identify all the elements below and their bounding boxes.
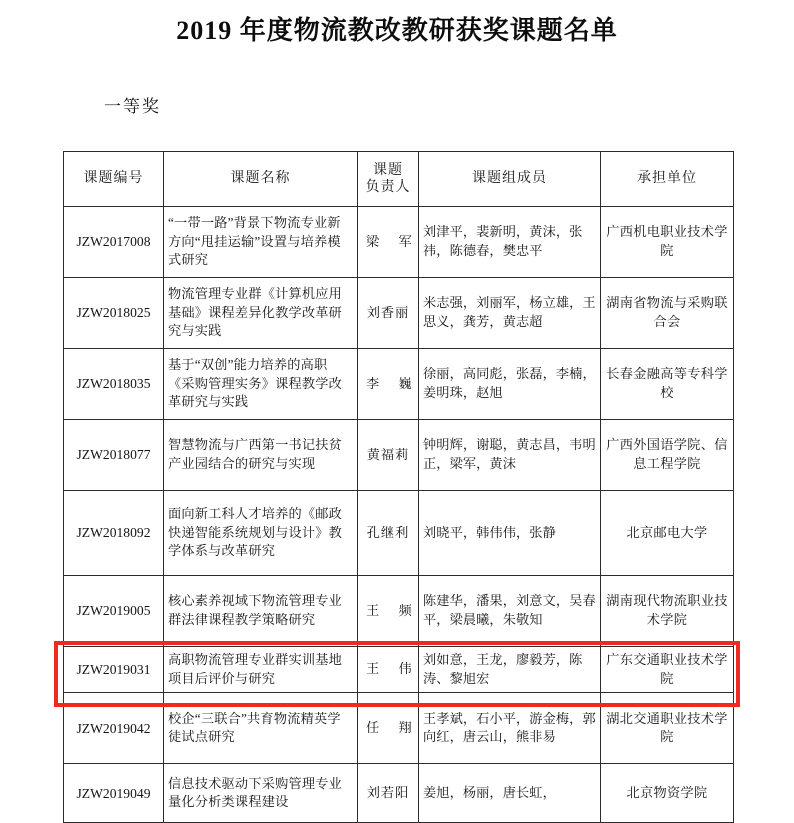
column-header-leader-line1: 课题 [373, 162, 403, 178]
cell-code: JZW2019005 [64, 576, 164, 647]
cell-name: “一带一路”背景下物流专业新方向“甩挂运输”设置与培养模式研究 [164, 207, 358, 278]
award-table-container [63, 151, 733, 823]
cell-members: 钟明辉，谢聪，黄志昌，韦明正，梁军，黄沫 [419, 420, 601, 491]
table-row-highlighted [64, 693, 734, 764]
cell-name: 信息技术驱动下采购管理专业量化分析类课程建设 [164, 764, 358, 823]
table-row [64, 576, 734, 647]
cell-code: JZW2018077 [64, 420, 164, 491]
page-title: 2019 年度物流教改教研获奖课题名单 [176, 16, 618, 45]
prize-level-label: 一等奖 [104, 96, 161, 116]
cell-leader: 刘香丽 [358, 278, 419, 349]
table-header [64, 152, 734, 207]
cell-members: 徐丽，高同彪，张磊，李楠，姜明珠，赵旭 [419, 349, 601, 420]
cell-name: 基于“双创”能力培养的高职《采购管理实务》课程教学改革研究与实践 [164, 349, 358, 420]
column-header-leader-line2: 负责人 [365, 180, 411, 195]
cell-unit: 湖南现代物流职业技术学院 [601, 576, 734, 647]
cell-unit: 北京邮电大学 [601, 491, 734, 576]
column-header-code: 课题编号 [64, 152, 164, 207]
cell-members: 姜旭，杨丽，唐长虹， [419, 764, 601, 823]
cell-code: JZW2017008 [64, 207, 164, 278]
cell-leader: 梁 军 [358, 207, 419, 278]
cell-name: 校企“三联合”共育物流精英学徒试点研究 [164, 693, 358, 764]
cell-members: 刘如意，王龙，廖毅芳，陈涛、黎旭宏 [419, 647, 601, 693]
cell-members: 王孝斌，石小平，游金梅，郭向红，唐云山，熊非易 [419, 693, 601, 764]
cell-code: JZW2018035 [64, 349, 164, 420]
cell-name: 面向新工科人才培养的《邮政快递智能系统规划与设计》教学体系与改革研究 [164, 491, 358, 576]
cell-code: JZW2018025 [64, 278, 164, 349]
cell-name: 物流管理专业群《计算机应用基础》课程差异化教学改革研究与实践 [164, 278, 358, 349]
table-row [64, 491, 734, 576]
award-table [63, 151, 734, 823]
column-header-name: 课题名称 [164, 152, 358, 207]
cell-members: 米志强，刘丽军，杨立雄，王思义，龚芳，黄志超 [419, 278, 601, 349]
cell-leader: 王 频 [358, 576, 419, 647]
cell-unit: 湖南省物流与采购联合会 [601, 278, 734, 349]
column-header-leader [358, 152, 419, 207]
cell-unit: 广西外国语学院、信息工程学院 [601, 420, 734, 491]
cell-members: 陈建华，潘果，刘意文，吴春平，梁晨曦，朱敬知 [419, 576, 601, 647]
table-row [64, 349, 734, 420]
cell-members: 刘晓平，韩伟伟，张静 [419, 491, 601, 576]
cell-unit: 广西机电职业技术学院 [601, 207, 734, 278]
cell-code: JZW2019042 [64, 693, 164, 764]
cell-unit: 北京物资学院 [601, 764, 734, 823]
cell-unit: 广东交通职业技术学院 [601, 647, 734, 693]
cell-name: 核心素养视域下物流管理专业群法律课程教学策略研究 [164, 576, 358, 647]
cell-unit: 长春金融高等专科学校 [601, 349, 734, 420]
table-body [64, 207, 734, 823]
column-header-unit: 承担单位 [601, 152, 734, 207]
cell-name: 智慧物流与广西第一书记扶贫产业园结合的研究与实现 [164, 420, 358, 491]
cell-leader: 刘若阳 [358, 764, 419, 823]
cell-leader: 黄福莉 [358, 420, 419, 491]
cell-leader: 任 翔 [358, 693, 419, 764]
cell-code: JZW2018092 [64, 491, 164, 576]
table-row [64, 647, 734, 693]
cell-members: 刘津平，裴新明，黄沫，张祎，陈德春，樊忠平 [419, 207, 601, 278]
table-row [64, 764, 734, 823]
cell-name: 高职物流管理专业群实训基地项目后评价与研究 [164, 647, 358, 693]
cell-leader: 李 巍 [358, 349, 419, 420]
cell-leader: 孔继利 [358, 491, 419, 576]
table-row [64, 207, 734, 278]
table-header-row [64, 152, 734, 207]
cell-code: JZW2019049 [64, 764, 164, 823]
column-header-members: 课题组成员 [419, 152, 601, 207]
table-row [64, 420, 734, 491]
cell-code: JZW2019031 [64, 647, 164, 693]
table-row [64, 278, 734, 349]
cell-leader: 王 伟 [358, 647, 419, 693]
cell-unit: 湖北交通职业技术学院 [601, 693, 734, 764]
